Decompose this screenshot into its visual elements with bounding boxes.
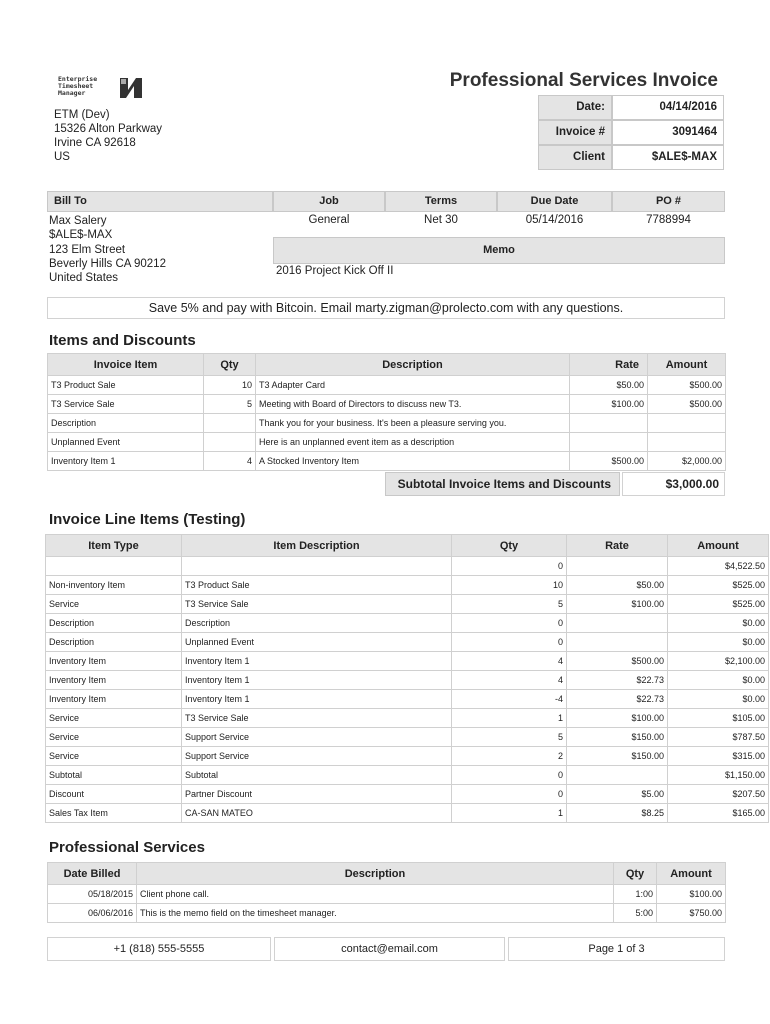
table-cell <box>567 766 668 785</box>
table-cell: 10 <box>452 576 567 595</box>
table-cell: 1:00 <box>614 885 657 904</box>
table-cell <box>204 414 256 433</box>
meta-label-invoice: Invoice # <box>538 120 612 145</box>
table-cell: T3 Service Sale <box>48 395 204 414</box>
table-cell <box>648 414 726 433</box>
memo-header: Memo <box>273 237 725 264</box>
table-cell: 0 <box>452 633 567 652</box>
table-row <box>48 376 726 395</box>
items-subtotal-value: $3,000.00 <box>622 472 725 496</box>
col-amount: Amount <box>668 535 769 557</box>
table-cell: 05/18/2015 <box>48 885 137 904</box>
table-cell <box>570 414 648 433</box>
table-cell: Support Service <box>182 728 452 747</box>
table-cell <box>648 433 726 452</box>
table-cell <box>567 633 668 652</box>
col-rate: Rate <box>567 535 668 557</box>
table-cell <box>567 614 668 633</box>
services-section-title: Professional Services <box>49 839 205 856</box>
table-cell: A Stocked Inventory Item <box>256 452 570 471</box>
table-cell: Unplanned Event <box>48 433 204 452</box>
table-row <box>46 766 769 785</box>
table-cell: Meeting with Board of Directors to discuss new T3. <box>256 395 570 414</box>
table-cell: -4 <box>452 690 567 709</box>
table-cell: 2 <box>452 747 567 766</box>
table-cell: $22.73 <box>567 671 668 690</box>
items-header-row <box>48 354 726 376</box>
col-qty: Qty <box>452 535 567 557</box>
table-cell <box>204 433 256 452</box>
logo-line: Manager <box>58 89 86 97</box>
table-cell: Inventory Item <box>46 671 182 690</box>
table-cell <box>570 433 648 452</box>
table-cell: $500.00 <box>648 395 726 414</box>
table-row <box>46 557 769 576</box>
table-cell: $50.00 <box>567 576 668 595</box>
table-cell: 4 <box>452 652 567 671</box>
table-cell: 0 <box>452 557 567 576</box>
table-cell: $750.00 <box>657 904 726 923</box>
table-row <box>46 728 769 747</box>
table-cell: 0 <box>452 785 567 804</box>
table-cell: 5 <box>452 595 567 614</box>
logo-mark-icon <box>118 76 144 100</box>
meta-value-invoice: 3091464 <box>612 120 724 145</box>
table-cell: $100.00 <box>567 709 668 728</box>
table-cell: Description <box>182 614 452 633</box>
services-table <box>47 862 726 923</box>
items-table <box>47 353 726 471</box>
table-cell: $105.00 <box>668 709 769 728</box>
table-row <box>48 885 726 904</box>
table-cell: Unplanned Event <box>182 633 452 652</box>
footer-page-number: Page 1 of 3 <box>508 937 725 961</box>
table-cell: $0.00 <box>668 614 769 633</box>
table-row <box>46 652 769 671</box>
table-cell: $500.00 <box>648 376 726 395</box>
table-cell: Service <box>46 595 182 614</box>
terms-value: Net 30 <box>424 214 458 226</box>
table-cell: $22.73 <box>567 690 668 709</box>
table-row <box>46 595 769 614</box>
table-cell: Here is an unplanned event item as a description <box>256 433 570 452</box>
table-cell: $2,100.00 <box>668 652 769 671</box>
company-name: ETM (Dev) <box>54 109 110 121</box>
table-row <box>48 452 726 471</box>
table-cell: Description <box>46 633 182 652</box>
job-header: Job <box>273 191 385 212</box>
table-cell: Inventory Item 1 <box>182 671 452 690</box>
table-row <box>46 709 769 728</box>
table-cell: Inventory Item 1 <box>48 452 204 471</box>
table-cell: Subtotal <box>46 766 182 785</box>
table-cell: $500.00 <box>567 652 668 671</box>
table-cell <box>46 557 182 576</box>
services-header-row <box>48 863 726 885</box>
table-cell <box>182 557 452 576</box>
col-qty: Qty <box>614 863 657 885</box>
due-date-value: 05/14/2016 <box>525 214 584 226</box>
billto-line: Beverly Hills CA 90212 <box>49 257 166 270</box>
col-rate: Rate <box>570 354 648 376</box>
col-item-type: Item Type <box>46 535 182 557</box>
table-cell: Partner Discount <box>182 785 452 804</box>
table-cell: Inventory Item <box>46 652 182 671</box>
table-cell: Service <box>46 728 182 747</box>
billto-line: 123 Elm Street <box>49 243 126 256</box>
table-cell: 4 <box>204 452 256 471</box>
table-cell: $50.00 <box>570 376 648 395</box>
table-cell: $100.00 <box>657 885 726 904</box>
table-cell: $150.00 <box>567 728 668 747</box>
table-row <box>46 785 769 804</box>
col-item-description: Item Description <box>182 535 452 557</box>
meta-label-date: Date: <box>538 95 612 120</box>
table-cell: Client phone call. <box>137 885 614 904</box>
table-cell: T3 Product Sale <box>182 576 452 595</box>
table-cell: $2,000.00 <box>648 452 726 471</box>
terms-header: Terms <box>385 191 497 212</box>
billto-line: Max Salery <box>49 215 107 227</box>
table-cell: $150.00 <box>567 747 668 766</box>
table-row <box>46 614 769 633</box>
invoice-meta <box>538 95 724 170</box>
company-city: Irvine CA 92618 <box>54 137 136 149</box>
table-cell: $1,150.00 <box>668 766 769 785</box>
table-cell: $315.00 <box>668 747 769 766</box>
table-cell: Service <box>46 747 182 766</box>
items-section-title: Items and Discounts <box>49 332 196 349</box>
po-header: PO # <box>612 191 725 212</box>
po-value: 7788994 <box>646 214 691 226</box>
table-cell: T3 Adapter Card <box>256 376 570 395</box>
table-cell: Sales Tax Item <box>46 804 182 823</box>
table-cell: 0 <box>452 614 567 633</box>
table-cell: T3 Product Sale <box>48 376 204 395</box>
table-cell: $4,522.50 <box>668 557 769 576</box>
table-row <box>46 747 769 766</box>
table-cell: 0 <box>452 766 567 785</box>
table-cell: Inventory Item <box>46 690 182 709</box>
table-cell: $207.50 <box>668 785 769 804</box>
table-row <box>48 433 726 452</box>
table-row <box>46 690 769 709</box>
promo-banner: Save 5% and pay with Bitcoin. Email marty.zigman@prolecto.com with any questions. <box>47 297 725 319</box>
meta-value-client: $ALE$-MAX <box>612 145 724 170</box>
company-logo <box>58 76 144 100</box>
table-cell: Inventory Item 1 <box>182 652 452 671</box>
company-address <box>54 108 162 164</box>
table-cell: $787.50 <box>668 728 769 747</box>
table-row <box>48 395 726 414</box>
billto-line: United States <box>49 272 119 285</box>
lines-table <box>45 534 769 823</box>
billto-address <box>49 214 166 285</box>
table-cell: 5 <box>452 728 567 747</box>
table-cell: 1 <box>452 709 567 728</box>
table-cell: Discount <box>46 785 182 804</box>
table-cell: $165.00 <box>668 804 769 823</box>
table-cell: $525.00 <box>668 595 769 614</box>
lines-section-title: Invoice Line Items (Testing) <box>49 511 246 528</box>
table-cell: Description <box>48 414 204 433</box>
table-row <box>48 904 726 923</box>
company-street: 15326 Alton Parkway <box>54 123 163 135</box>
table-cell: This is the memo field on the timesheet manager. <box>137 904 614 923</box>
logo-line: Timesheet <box>58 82 94 90</box>
memo-value: 2016 Project Kick Off II <box>276 265 394 277</box>
table-cell: $8.25 <box>567 804 668 823</box>
table-cell: $500.00 <box>570 452 648 471</box>
table-cell: 5 <box>204 395 256 414</box>
table-cell: Service <box>46 709 182 728</box>
table-row <box>46 633 769 652</box>
col-invoice-item: Invoice Item <box>48 354 204 376</box>
table-cell: Subtotal <box>182 766 452 785</box>
table-cell: T3 Service Sale <box>182 709 452 728</box>
due-date-header: Due Date <box>497 191 612 212</box>
col-amount: Amount <box>657 863 726 885</box>
table-row <box>46 576 769 595</box>
items-subtotal-label: Subtotal Invoice Items and Discounts <box>385 472 620 496</box>
col-description: Description <box>256 354 570 376</box>
table-cell: Description <box>46 614 182 633</box>
footer-phone: +1 (818) 555-5555 <box>47 937 271 961</box>
table-cell: 06/06/2016 <box>48 904 137 923</box>
table-cell: Inventory Item 1 <box>182 690 452 709</box>
footer-email: contact@email.com <box>274 937 505 961</box>
table-cell: $5.00 <box>567 785 668 804</box>
col-date-billed: Date Billed <box>48 863 137 885</box>
billto-line: $ALE$-MAX <box>49 229 113 242</box>
table-row <box>46 671 769 690</box>
billto-header: Bill To <box>47 191 273 212</box>
table-cell: 10 <box>204 376 256 395</box>
col-description: Description <box>137 863 614 885</box>
table-cell <box>567 557 668 576</box>
table-cell: CA-SAN MATEO <box>182 804 452 823</box>
table-cell: Thank you for your business. It's been a pleasure serving you. <box>256 414 570 433</box>
table-cell: 1 <box>452 804 567 823</box>
meta-value-date: 04/14/2016 <box>612 95 724 120</box>
table-row <box>46 804 769 823</box>
table-cell: T3 Service Sale <box>182 595 452 614</box>
company-country: US <box>54 151 70 163</box>
col-amount: Amount <box>648 354 726 376</box>
meta-label-client: Client <box>538 145 612 170</box>
table-cell: $100.00 <box>567 595 668 614</box>
lines-header-row <box>46 535 769 557</box>
table-cell: 5:00 <box>614 904 657 923</box>
table-cell: $0.00 <box>668 633 769 652</box>
table-cell: $0.00 <box>668 671 769 690</box>
table-cell: 4 <box>452 671 567 690</box>
table-cell: Non-inventory Item <box>46 576 182 595</box>
table-cell: $525.00 <box>668 576 769 595</box>
col-qty: Qty <box>204 354 256 376</box>
table-cell: $100.00 <box>570 395 648 414</box>
table-cell: Support Service <box>182 747 452 766</box>
table-row <box>48 414 726 433</box>
logo-line: Enterprise <box>58 75 98 83</box>
invoice-title: Professional Services Invoice <box>449 70 718 91</box>
job-value: General <box>308 214 350 226</box>
table-cell: $0.00 <box>668 690 769 709</box>
